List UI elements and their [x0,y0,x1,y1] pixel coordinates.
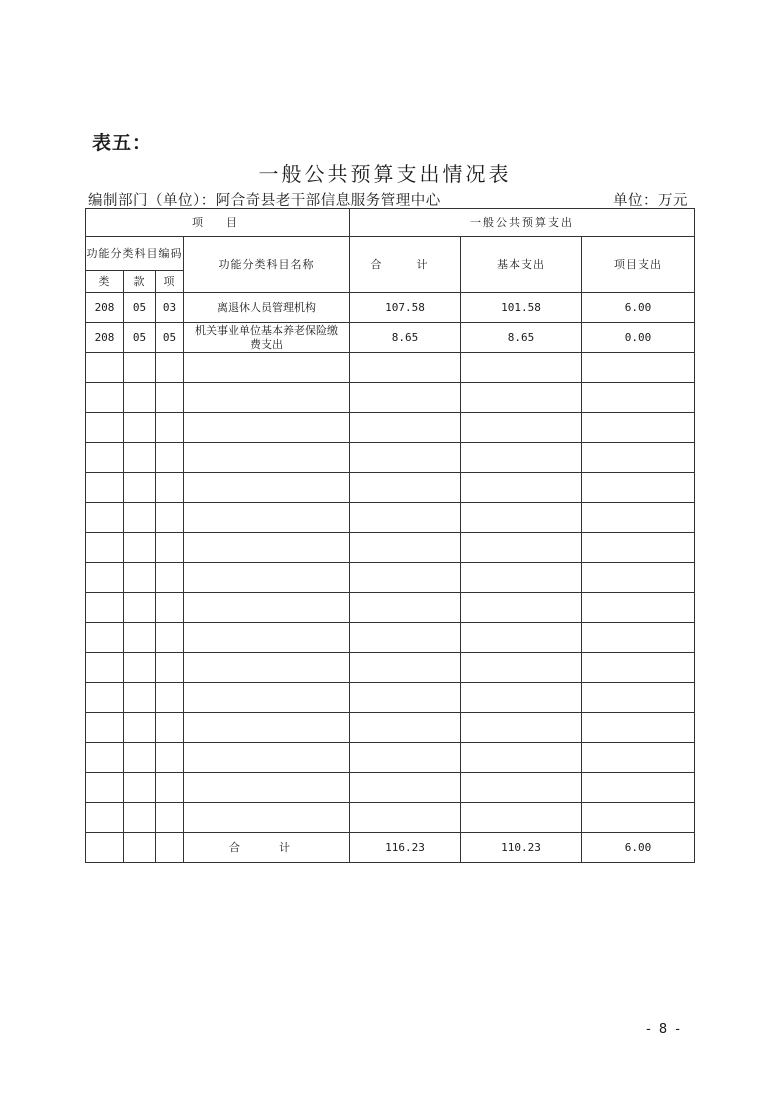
item-group-header: 项 目 [86,209,350,237]
project-cell: 6.00 [582,293,695,323]
budget-table [85,208,695,863]
empty-row [86,683,695,713]
total-cell: 107.58 [350,293,461,323]
empty-row [86,383,695,413]
empty-row [86,503,695,533]
code-header: 功能分类科目编码 [86,237,184,271]
lei-header: 类 [86,271,124,293]
compiling-department: 编制部门（单位）：阿合奇县老干部信息服务管理中心 [88,193,441,209]
total-row [86,833,695,863]
total-row-total: 116.23 [350,833,461,863]
empty-row [86,413,695,443]
lei-cell: 208 [86,293,124,323]
total-cell: 8.65 [350,323,461,353]
lei-cell: 208 [86,323,124,353]
total-header: 合 计 [350,237,461,293]
basic-header: 基本支出 [461,237,582,293]
unit-label: 单位：万元 [613,193,688,209]
xiang-cell: 03 [156,293,184,323]
basic-cell: 8.65 [461,323,582,353]
empty-row [86,473,695,503]
table-number: 表五： [92,132,153,154]
empty-row [86,803,695,833]
kuan-header: 款 [124,271,156,293]
table-row [86,323,695,353]
name-cell: 离退休人员管理机构 [184,293,350,323]
total-row-label: 合 计 [184,833,350,863]
empty-row [86,353,695,383]
page-number: - 8 - [646,1022,682,1037]
table-row [86,293,695,323]
xiang-cell: 05 [156,323,184,353]
empty-row [86,743,695,773]
name-header: 功能分类科目名称 [184,237,350,293]
document-title: 一般公共预算支出情况表 [258,162,512,186]
empty-row [86,623,695,653]
xiang-header: 项 [156,271,184,293]
project-header: 项目支出 [582,237,695,293]
empty-row [86,443,695,473]
basic-cell: 101.58 [461,293,582,323]
total-row-project: 6.00 [582,833,695,863]
name-cell: 机关事业单位基本养老保险缴费支出 [184,323,350,353]
empty-row [86,533,695,563]
empty-row [86,593,695,623]
kuan-cell: 05 [124,323,156,353]
project-cell: 0.00 [582,323,695,353]
expenditure-group-header: 一般公共预算支出 [350,209,695,237]
kuan-cell: 05 [124,293,156,323]
empty-row [86,653,695,683]
empty-row [86,713,695,743]
total-row-basic: 110.23 [461,833,582,863]
empty-row [86,773,695,803]
empty-row [86,563,695,593]
